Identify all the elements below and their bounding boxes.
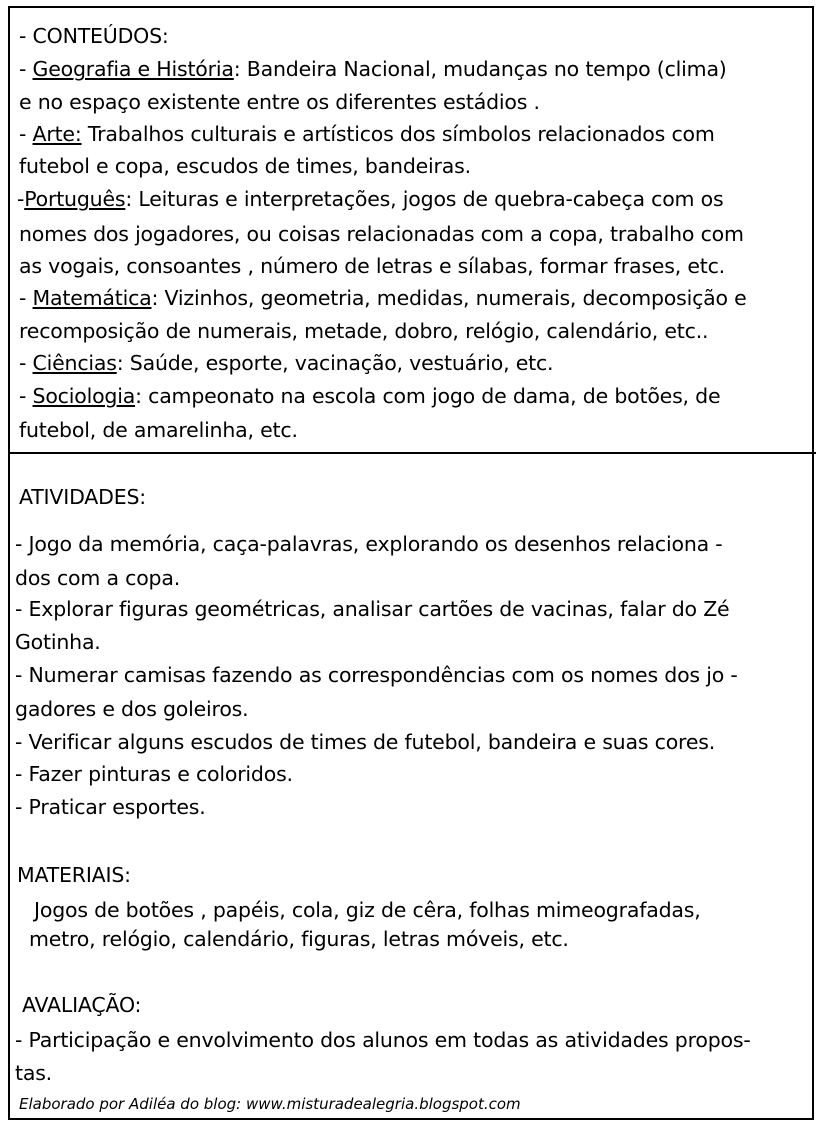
atividades-line: gadores e dos goleiros.: [15, 697, 249, 721]
section-divider: [8, 452, 816, 454]
conteudos-line: recomposição de numerais, metade, dobro, relógio, calendário, etc..: [19, 319, 709, 343]
conteudos-line: nomes dos jogadores, ou coisas relacionadas com a copa, trabalho com: [19, 222, 744, 246]
conteudos-line: -Português: Leituras e interpretações, jogos de quebra-cabeça com os: [17, 187, 724, 211]
conteudos-line: futebol, de amarelinha, etc.: [19, 418, 298, 442]
atividades-line: - Explorar figuras geométricas, analisar cartões de vacinas, falar do Zé: [15, 597, 730, 621]
subject-label: Arte:: [32, 122, 82, 146]
subject-label: Matemática: [32, 286, 152, 310]
conteudos-line: e no espaço existente entre os diferentes estádios .: [19, 90, 540, 114]
avaliacao-line: - Participação e envolvimento dos alunos em todas as atividades propos-: [15, 1028, 751, 1052]
atividades-heading: ATIVIDADES:: [19, 485, 146, 509]
conteudos-line: - Sociologia: campeonato na escola com jogo de dama, de botões, de: [19, 384, 721, 408]
atividades-line: Gotinha.: [15, 630, 101, 654]
atividades-line: - Fazer pinturas e coloridos.: [15, 762, 293, 786]
atividades-line: - Verificar alguns escudos de times de futebol, bandeira e suas cores.: [15, 730, 716, 754]
conteudos-line: futebol e copa, escudos de times, bandeiras.: [19, 154, 471, 178]
avaliacao-heading: AVALIAÇÃO:: [22, 993, 142, 1017]
conteudos-line: - Ciências: Saúde, esporte, vacinação, vestuário, etc.: [19, 351, 554, 375]
subject-label: Português: [24, 187, 126, 211]
conteudos-line: as vogais, consoantes , número de letras e sílabas, formar frases, etc.: [19, 254, 725, 278]
subject-label: Geografia e História: [32, 57, 234, 81]
footer-credit: Elaborado por Adiléa do blog: www.misturadealegria.blogspot.com: [19, 1095, 521, 1113]
conteudos-line: - Geografia e História: Bandeira Nacional, mudanças no tempo (clima): [19, 57, 727, 81]
atividades-line: - Numerar camisas fazendo as correspondências com os nomes dos jo -: [15, 663, 738, 687]
atividades-line: dos com a copa.: [15, 566, 181, 590]
atividades-line: - Praticar esportes.: [15, 795, 206, 819]
avaliacao-line: tas.: [15, 1061, 52, 1085]
materiais-line: metro, relógio, calendário, figuras, letras móveis, etc.: [29, 927, 569, 951]
subject-label: Ciências: [32, 351, 117, 375]
conteudos-line: - Matemática: Vizinhos, geometria, medidas, numerais, decomposição e: [19, 286, 747, 310]
materiais-heading: MATERIAIS:: [17, 863, 131, 887]
conteudos-line: - Arte: Trabalhos culturais e artísticos dos símbolos relacionados com: [19, 122, 715, 146]
atividades-line: - Jogo da memória, caça-palavras, explorando os desenhos relaciona -: [15, 532, 723, 556]
conteudos-heading: - CONTEÚDOS:: [19, 24, 169, 48]
materiais-line: Jogos de botões , papéis, cola, giz de cêra, folhas mimeografadas,: [34, 898, 701, 922]
subject-label: Sociologia: [32, 384, 136, 408]
